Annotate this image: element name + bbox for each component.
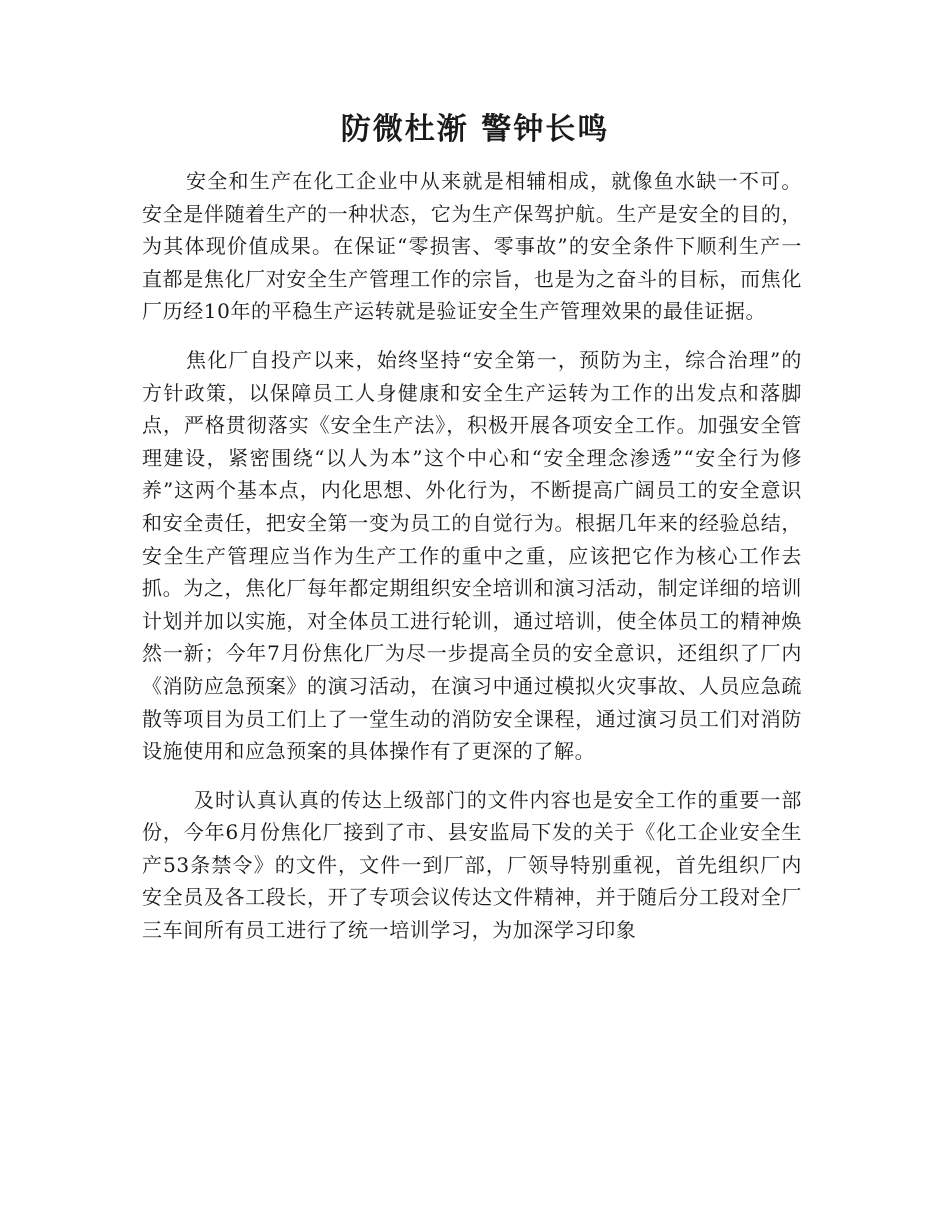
paragraph-1: 安全和生产在化工企业中从来就是相辅相成，就像鱼水缺一不可。安全是伴随着生产的一种状态，它为生产保驾护航。生产是安全的目的，为其体现价值成果。在保证“零损害、零事故”的安全条件下顺利生产一直都是焦化厂对安全生产管理工作的宗旨，也是为之奋斗的目标，而焦化厂历经10年的平稳生产运转就是验证安全生产管理效果的最佳证据。 [142,169,802,324]
document-title: 防微杜渐 警钟长鸣 [340,112,610,147]
document-body [142,165,802,963]
paragraph-3: 及时认真认真的传达上级部门的文件内容也是安全工作的重要一部份，今年6月份焦化厂接到了市、县安监局下发的关于《化工企业安全生产53条禁令》的文件，文件一到厂部，厂领导特别重视，首先组织厂内安全员及各工段长，开了专项会议传达文件精神，并于随后分工段对全厂三车间所有员工进行了统一培训学习，为加深学习印象 [142,787,802,943]
paragraph-2: 焦化厂自投产以来，始终坚持“安全第一，预防为主，综合治理”的方针政策，以保障员工人身健康和安全生产运转为工作的出发点和落脚点，严格贯彻落实《安全生产法》，积极开展各项安全工作。加强安全管理建设，紧密围绕“以人为本”这个中心和“安全理念渗透”“安全行为修养”这两个基本点，内化思想、外化行为，不断提高广阔员工的安全意识和安全责任，把安全第一变为员工的自觉行为。根据几年来的经验总结，安全生产管理应当作为生产工作的重中之重，应该把它作为核心工作去抓。为之，焦化厂每年都定期组织安全培训和演习活动，制定详细的培训计划并加以实施，对全体员工进行轮训，通过培训，使全体员工的精神焕然一新；今年7月份焦化厂为尽一步提高全员的安全意识，还组织了厂内《消防应急预案》的演习活动，在演习中通过模拟火灾事故、人员应急疏散等项目为员工们上了一堂生动的消防安全课程，通过演习员工们对消防设施使用和应急预案的具体操作有了更深的了解。 [142,347,802,764]
